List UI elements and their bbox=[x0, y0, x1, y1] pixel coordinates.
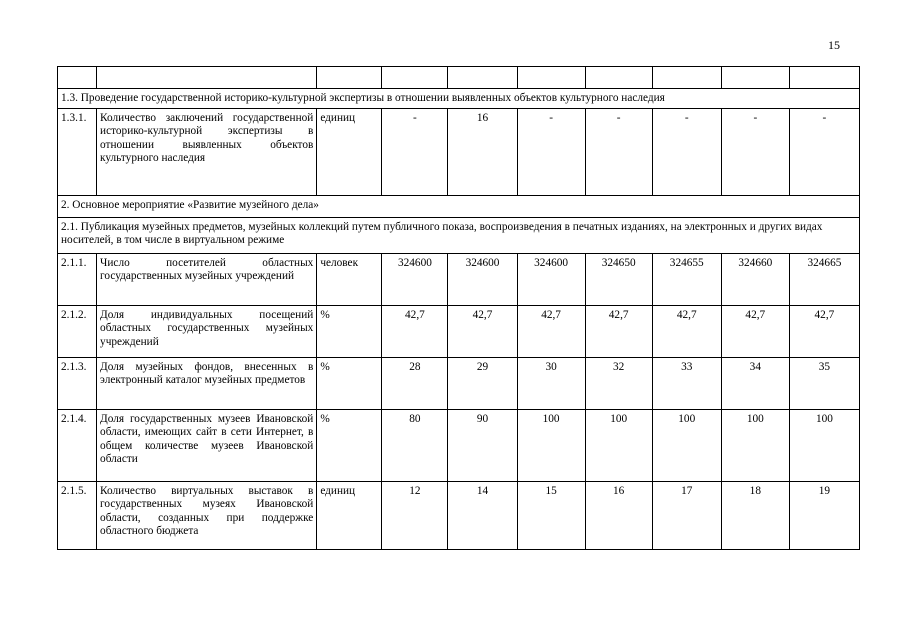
value-cell: 100 bbox=[517, 409, 585, 481]
indicator-name: Количество виртуальных выставок в государственных музеях Ивановской области, созданных при поддержке областного бюджета bbox=[97, 481, 317, 549]
row-number: 2.1.3. bbox=[58, 357, 97, 409]
value-cell: - bbox=[789, 108, 859, 195]
value-cell: 32 bbox=[585, 357, 652, 409]
value-cell: 42,7 bbox=[652, 305, 721, 357]
value-cell: 17 bbox=[652, 481, 721, 549]
table-row-1-3-1 bbox=[58, 108, 860, 195]
value-cell: 16 bbox=[585, 481, 652, 549]
indicator-name: Доля государственных музеев Ивановской области, имеющих сайт в сети Интернет, в общем количестве музеев Ивановской области bbox=[97, 409, 317, 481]
value-cell: 324650 bbox=[585, 253, 652, 305]
indicator-name: Доля музейных фондов, внесенных в электронный каталог музейных предметов bbox=[97, 357, 317, 409]
value-cell: 324665 bbox=[789, 253, 859, 305]
row-number: 2.1.2. bbox=[58, 305, 97, 357]
indicator-name: Число посетителей областных государственных музейных учреждений bbox=[97, 253, 317, 305]
unit: % bbox=[317, 305, 382, 357]
value-cell: 100 bbox=[721, 409, 789, 481]
value-cell: 30 bbox=[517, 357, 585, 409]
value-cell: 28 bbox=[382, 357, 448, 409]
row-number: 2.1.5. bbox=[58, 481, 97, 549]
value-cell: 34 bbox=[721, 357, 789, 409]
table-top-row bbox=[58, 67, 860, 89]
row-number: 1.3.1. bbox=[58, 108, 97, 195]
section-row-2-1 bbox=[58, 217, 860, 253]
section-title: 2.1. Публикация музейных предметов, музейных коллекций путем публичного показа, воспроизведения в печатных изданиях, на электронных и других видах носителей, в том числе в виртуальном режиме bbox=[58, 217, 860, 253]
unit: % bbox=[317, 409, 382, 481]
table-row-2-1-4 bbox=[58, 409, 860, 481]
table-row-2-1-5 bbox=[58, 481, 860, 549]
value-cell: 42,7 bbox=[517, 305, 585, 357]
unit: единиц bbox=[317, 108, 382, 195]
unit: % bbox=[317, 357, 382, 409]
value-cell: 324600 bbox=[382, 253, 448, 305]
value-cell: 19 bbox=[789, 481, 859, 549]
value-cell: 80 bbox=[382, 409, 448, 481]
value-cell: 14 bbox=[448, 481, 517, 549]
value-cell: 33 bbox=[652, 357, 721, 409]
value-cell: 42,7 bbox=[721, 305, 789, 357]
row-number: 2.1.1. bbox=[58, 253, 97, 305]
value-cell: 12 bbox=[382, 481, 448, 549]
section-title: 1.3. Проведение государственной историко-культурной экспертизы в отношении выявленных объектов культурного наследия bbox=[58, 89, 860, 109]
value-cell: 15 bbox=[517, 481, 585, 549]
indicator-name: Количество заключений государственной историко-культурной экспертизы в отношении выявленных объектов культурного наследия bbox=[97, 108, 317, 195]
indicators-table bbox=[57, 66, 860, 550]
value-cell: 35 bbox=[789, 357, 859, 409]
value-cell: 42,7 bbox=[382, 305, 448, 357]
section-row-2 bbox=[58, 195, 860, 217]
value-cell: - bbox=[652, 108, 721, 195]
table-row-2-1-3 bbox=[58, 357, 860, 409]
row-number: 2.1.4. bbox=[58, 409, 97, 481]
value-cell: 324655 bbox=[652, 253, 721, 305]
value-cell: 324600 bbox=[517, 253, 585, 305]
value-cell: - bbox=[382, 108, 448, 195]
table-row-2-1-2 bbox=[58, 305, 860, 357]
value-cell: 100 bbox=[789, 409, 859, 481]
value-cell: - bbox=[517, 108, 585, 195]
value-cell: 42,7 bbox=[448, 305, 517, 357]
value-cell: 16 bbox=[448, 108, 517, 195]
section-row-1-3 bbox=[58, 89, 860, 109]
value-cell: 324600 bbox=[448, 253, 517, 305]
value-cell: 18 bbox=[721, 481, 789, 549]
unit: человек bbox=[317, 253, 382, 305]
value-cell: 100 bbox=[585, 409, 652, 481]
value-cell: 100 bbox=[652, 409, 721, 481]
value-cell: - bbox=[585, 108, 652, 195]
value-cell: 42,7 bbox=[789, 305, 859, 357]
table-row-2-1-1 bbox=[58, 253, 860, 305]
unit: единиц bbox=[317, 481, 382, 549]
value-cell: 29 bbox=[448, 357, 517, 409]
section-title: 2. Основное мероприятие «Развитие музейного дела» bbox=[58, 195, 860, 217]
value-cell: 90 bbox=[448, 409, 517, 481]
page-number: 15 bbox=[828, 38, 840, 52]
value-cell: - bbox=[721, 108, 789, 195]
value-cell: 324660 bbox=[721, 253, 789, 305]
indicator-name: Доля индивидуальных посещений областных государственных музейных учреждений bbox=[97, 305, 317, 357]
value-cell: 42,7 bbox=[585, 305, 652, 357]
